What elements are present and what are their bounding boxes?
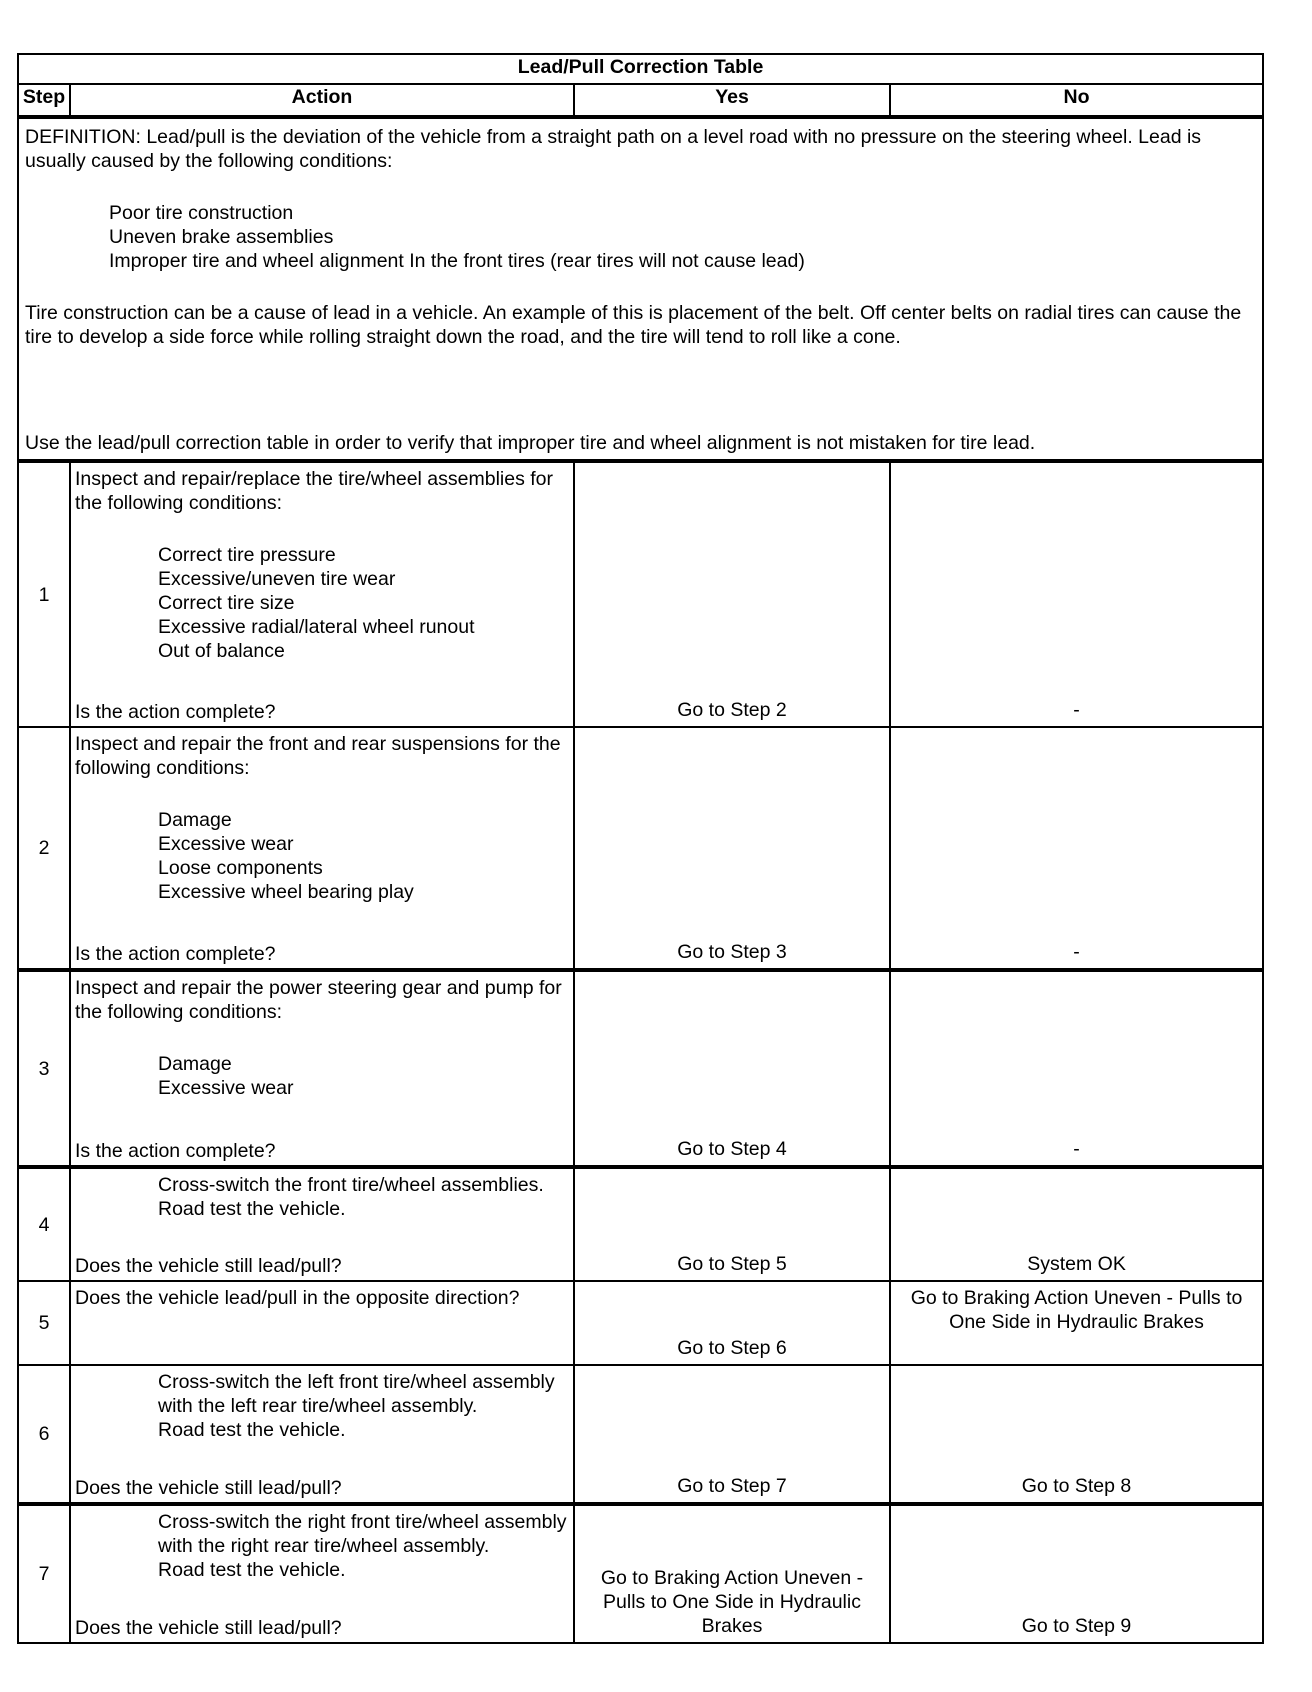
- table-row: [18, 461, 1263, 727]
- action-steps: [75, 1173, 569, 1221]
- action-question: Does the vehicle still lead/pull?: [75, 1477, 342, 1499]
- yes-result: Go to Step 3: [574, 727, 890, 970]
- table-row: [18, 1167, 1263, 1281]
- list-item: Excessive radial/lateral wheel runout: [158, 616, 475, 638]
- table-row: [18, 970, 1263, 1167]
- list-item: Cross-switch the right front tire/wheel assembly with the right rear tire/wheel assembly.: [158, 1511, 567, 1557]
- step-number: 6: [18, 1365, 70, 1504]
- yes-result: Go to Step 6: [574, 1281, 890, 1365]
- header-step: Step: [18, 84, 70, 117]
- list-item: Excessive wheel bearing play: [158, 881, 414, 903]
- step-action: [70, 1365, 574, 1504]
- yes-result: Go to Step 7: [574, 1365, 890, 1504]
- step-number: 7: [18, 1504, 70, 1643]
- no-result: Go to Braking Action Uneven - Pulls to One Side in Hydraulic Brakes: [890, 1281, 1263, 1365]
- lead-pull-correction-table: [17, 53, 1264, 1644]
- list-item: Excessive wear: [158, 1077, 294, 1099]
- step-action: [70, 1504, 574, 1643]
- yes-result: Go to Step 5: [574, 1167, 890, 1281]
- action-conditions: [75, 1052, 569, 1100]
- action-question: Does the vehicle lead/pull in the opposite direction?: [75, 1287, 520, 1309]
- step-action: [70, 727, 574, 970]
- list-item: Correct tire size: [158, 592, 295, 614]
- step-number: 5: [18, 1281, 70, 1365]
- action-conditions: [75, 543, 569, 663]
- action-intro: Inspect and repair the power steering gear and pump for the following conditions:: [75, 977, 562, 1023]
- step-action: [70, 970, 574, 1167]
- action-question: Is the action complete?: [75, 943, 276, 965]
- no-result: System OK: [890, 1167, 1263, 1281]
- list-item: Out of balance: [158, 640, 285, 662]
- list-item: Cross-switch the front tire/wheel assemblies.: [158, 1174, 544, 1196]
- construction-note: Tire construction can be a cause of lead in a vehicle. An example of this is placement of the belt. Off center belts on radial tires can cause the tire to develop a side force while rolling straight down the road, and the tire will tend to roll like a cone.: [25, 302, 1242, 348]
- table-row: [18, 1365, 1263, 1504]
- step-action: [70, 1281, 574, 1365]
- definition-intro: DEFINITION: Lead/pull is the deviation of the vehicle from a straight path on a level road with no pressure on the steering wheel. Lead is usually caused by the following conditions:: [25, 126, 1202, 172]
- step-number: 1: [18, 461, 70, 727]
- action-conditions: [75, 808, 569, 904]
- list-item: Road test the vehicle.: [158, 1559, 346, 1581]
- list-item: Cross-switch the left front tire/wheel assembly with the left rear tire/wheel assembly.: [158, 1371, 555, 1417]
- action-question: Does the vehicle still lead/pull?: [75, 1255, 342, 1277]
- list-item: Correct tire pressure: [158, 544, 336, 566]
- usage-note: Use the lead/pull correction table in order to verify that improper tire and wheel alignment is not mistaken for tire lead.: [25, 432, 1036, 454]
- list-item: Damage: [158, 1053, 232, 1075]
- action-steps: [75, 1510, 569, 1582]
- table-row: [18, 1281, 1263, 1365]
- step-number: 4: [18, 1167, 70, 1281]
- list-item: Road test the vehicle.: [158, 1419, 346, 1441]
- no-result: Go to Step 9: [890, 1504, 1263, 1643]
- list-item: Loose components: [158, 857, 323, 879]
- step-number: 2: [18, 727, 70, 970]
- list-item: Improper tire and wheel alignment In the front tires (rear tires will not cause lead): [109, 250, 805, 272]
- step-action: [70, 461, 574, 727]
- table-row: [18, 727, 1263, 970]
- table-title: Lead/Pull Correction Table: [18, 54, 1263, 84]
- no-result: -: [890, 461, 1263, 727]
- list-item: Excessive/uneven tire wear: [158, 568, 396, 590]
- list-item: Poor tire construction: [109, 202, 294, 224]
- no-result: -: [890, 727, 1263, 970]
- list-item: Road test the vehicle.: [158, 1198, 346, 1220]
- header-yes: Yes: [574, 84, 890, 117]
- no-result: Go to Step 8: [890, 1365, 1263, 1504]
- yes-result: Go to Braking Action Uneven - Pulls to One Side in Hydraulic Brakes: [574, 1504, 890, 1643]
- list-item: Damage: [158, 809, 232, 831]
- action-intro: Inspect and repair/replace the tire/wheel assemblies for the following conditions:: [75, 468, 553, 514]
- action-question: Is the action complete?: [75, 1140, 276, 1162]
- no-result: -: [890, 970, 1263, 1167]
- action-steps: [75, 1370, 569, 1442]
- definition-section: [18, 117, 1263, 461]
- list-item: Excessive wear: [158, 833, 294, 855]
- step-number: 3: [18, 970, 70, 1167]
- yes-result: Go to Step 2: [574, 461, 890, 727]
- list-item: Uneven brake assemblies: [109, 226, 334, 248]
- header-no: No: [890, 84, 1263, 117]
- action-question: Is the action complete?: [75, 701, 276, 723]
- step-action: [70, 1167, 574, 1281]
- action-intro: Inspect and repair the front and rear suspensions for the following conditions:: [75, 733, 561, 779]
- yes-result: Go to Step 4: [574, 970, 890, 1167]
- header-action: Action: [70, 84, 574, 117]
- action-question: Does the vehicle still lead/pull?: [75, 1617, 342, 1639]
- definition-conditions: [25, 201, 1256, 273]
- table-row: [18, 1504, 1263, 1643]
